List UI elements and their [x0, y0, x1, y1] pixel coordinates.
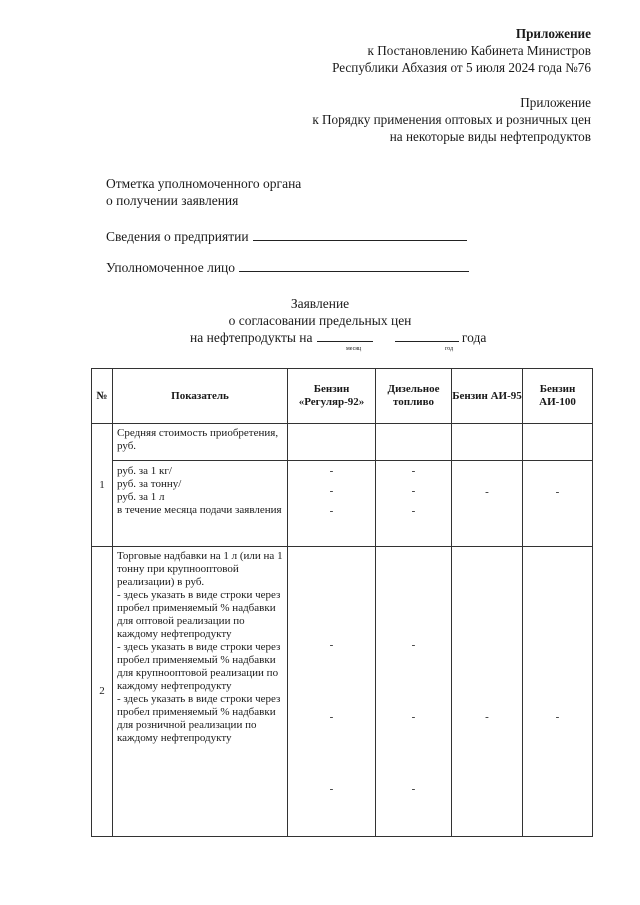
header-ai-100: Бензин АИ-100: [523, 369, 593, 424]
appendix-line-1: к Порядку применения оптовых и розничных цен: [312, 112, 591, 127]
dash-value: -: [411, 639, 416, 651]
dash-value: -: [329, 505, 334, 517]
row-2-regular-92-value[interactable]: [288, 547, 376, 837]
company-field: [106, 228, 467, 245]
row-1-cell[interactable]: [452, 424, 523, 461]
table-row: [92, 461, 593, 547]
company-underline[interactable]: [253, 239, 467, 241]
header-line-1: к Постановлению Кабинета Министров: [367, 43, 591, 58]
dash-value: -: [411, 485, 416, 497]
header-num: №: [92, 369, 113, 424]
header-indicator: Показатель: [113, 369, 288, 424]
prices-table: [91, 368, 593, 837]
dash-value: -: [329, 639, 334, 651]
table-row: [92, 424, 593, 461]
statement-prefix: на нефтепродукты на: [190, 330, 313, 345]
company-label: Сведения о предприятии: [106, 229, 249, 244]
person-label: Уполномоченное лицо: [106, 260, 236, 275]
row-2-ai-95-value[interactable]: [452, 547, 523, 837]
dash-value: -: [411, 505, 416, 517]
dash-value: -: [329, 485, 334, 497]
dash-value: -: [329, 465, 334, 477]
dash-value: -: [329, 783, 334, 795]
statement-suffix: года: [461, 330, 487, 345]
dash-value: -: [411, 711, 416, 723]
header-regular-92: Бензин «Регуляр-92»: [288, 369, 376, 424]
mark-line-1: Отметка уполномоченного органа: [106, 176, 302, 191]
dash-value: -: [411, 465, 416, 477]
dash-value: -: [329, 711, 334, 723]
header-title: Приложение: [515, 26, 591, 41]
month-caption: месяц: [346, 346, 362, 352]
dash-value: -: [411, 783, 416, 795]
row-2-text: Торговые надбавки на 1 л (или на 1 тонну при крупнооптовой реализации) в руб. - здесь указать в виде строки через пробел применяемый % надбавки для оптовой реализации по каждому нефтепродукту - здесь указать в виде строки через пробел применяемый % надбавки для крупнооптовой реализации по каждому нефтепродукту - здесь указать в виде строки через пробел применяемый % надбавки для розничной реализации по каждому нефтепродукту: [113, 547, 288, 837]
dash-value: -: [485, 711, 489, 723]
row-1-regular-92-value[interactable]: [288, 461, 376, 547]
year-caption: год: [445, 346, 454, 352]
header-line-2: Республики Абхазия от 5 июля 2024 года №76: [332, 60, 591, 75]
row-1-cell[interactable]: [523, 424, 593, 461]
statement-title: Заявление: [290, 296, 350, 311]
row-1-units: руб. за 1 кг/ руб. за тонну/ руб. за 1 л в течение месяца подачи заявления: [113, 461, 288, 547]
row-1-ai-95-value[interactable]: [452, 461, 523, 547]
appendix-title: Приложение: [520, 95, 591, 110]
month-underline[interactable]: [317, 340, 373, 342]
mark-line-2: о получении заявления: [106, 193, 239, 208]
statement-line-2: о согласовании предельных цен: [228, 313, 412, 328]
dash-value: -: [555, 486, 560, 498]
header-diesel: Дизельное топливо: [376, 369, 452, 424]
row-1-diesel-value[interactable]: [376, 461, 452, 547]
table-row: [92, 547, 593, 837]
header-ai-95: Бензин АИ-95: [452, 369, 523, 424]
row-2-ai-100-value[interactable]: [523, 547, 593, 837]
dash-value: -: [555, 711, 560, 723]
row-1-number: 1: [92, 424, 113, 547]
row-2-number: 2: [92, 547, 113, 837]
table-header-row: [92, 369, 593, 424]
statement-line-3: [190, 329, 486, 346]
row-1-title: Средняя стоимость приобретения, руб.: [113, 424, 288, 461]
appendix-line-2: на некоторые виды нефтепродуктов: [389, 129, 591, 144]
row-1-ai-100-value[interactable]: [523, 461, 593, 547]
row-1-cell[interactable]: [288, 424, 376, 461]
person-underline[interactable]: [239, 270, 469, 272]
year-underline[interactable]: [395, 340, 459, 342]
row-1-cell[interactable]: [376, 424, 452, 461]
dash-value: -: [485, 486, 489, 498]
person-field: [106, 259, 469, 276]
row-2-diesel-value[interactable]: [376, 547, 452, 837]
